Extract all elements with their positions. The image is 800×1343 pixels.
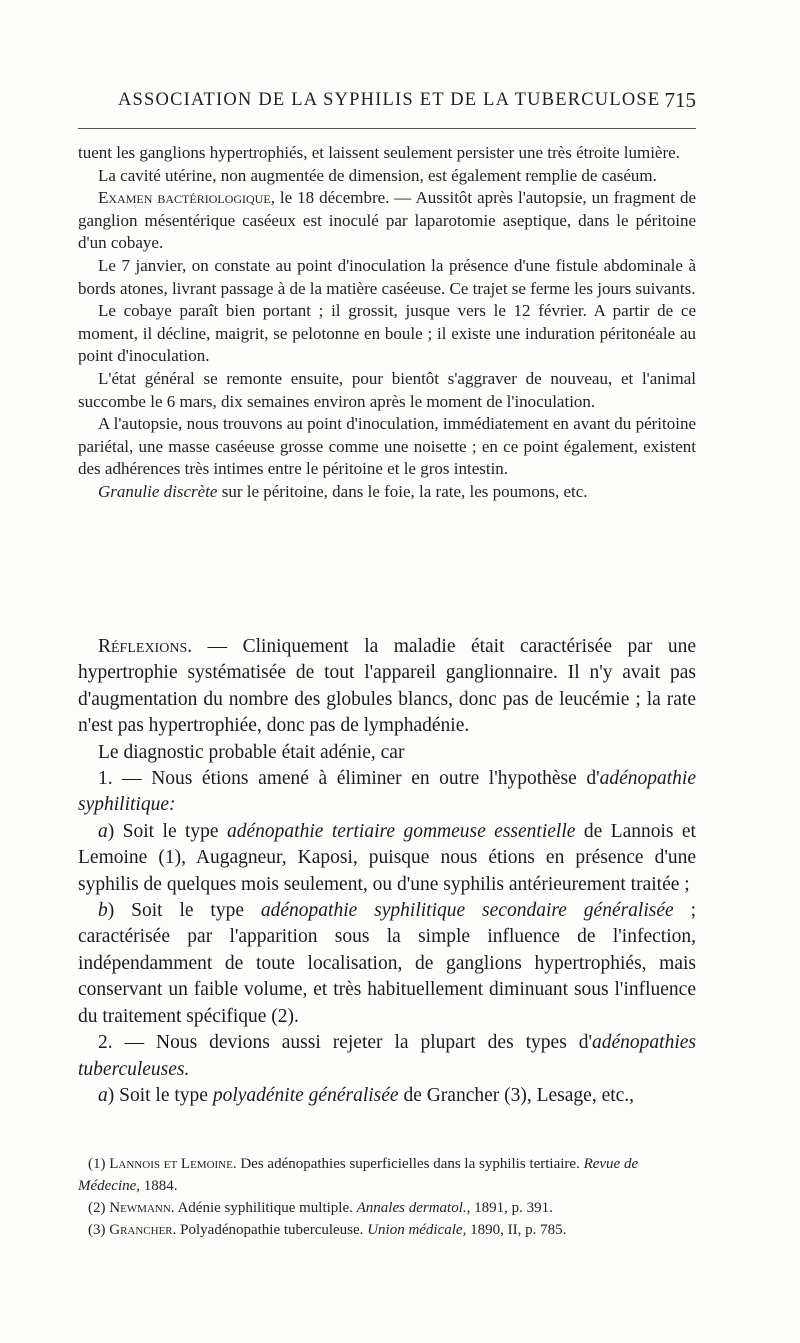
- footnote-number: (1): [88, 1156, 110, 1172]
- footnote-author: Grancher: [109, 1222, 173, 1238]
- section-label-reflexions: Réflexions: [98, 636, 188, 657]
- footnote-number: (3): [88, 1222, 110, 1238]
- paragraph-autopsy: A l'autopsie, nous trouvons au point d'inoculation, immédiatement en avant du péritoine pariétal, une masse caséeuse grosse comme une noisette ; en ce point également, existent des adhérences très intimes entre le péritoine et le gros intestin.: [78, 414, 696, 479]
- paragraph-text: de Grancher (3), Lesage, etc.,: [398, 1084, 635, 1106]
- paragraph-bacteriological-exam: [78, 187, 696, 255]
- italic-term: polyadénite généralisée: [212, 1084, 399, 1106]
- italic-term: adénopathie tertiaire gommeuse essentielle: [227, 820, 576, 842]
- footnote-3: [78, 1219, 696, 1241]
- paragraph-january: Le 7 janvier, on constate au point d'inoculation la présence d'une fistule abdominale à bords atones, livrant passage à de la matière caséeuse. Ce trajet se ferme les jours suivants.: [78, 255, 696, 298]
- paragraph-text: 2. — Nous devions aussi rejeter la plupart des types d': [98, 1032, 593, 1054]
- header-rule: [78, 128, 696, 129]
- footnote-journal: Revue de Médecine: [78, 1156, 639, 1194]
- case-report-body: [78, 142, 696, 504]
- footnote-tail: , 1884.: [136, 1178, 178, 1194]
- paragraph-text: . — Cliniquement la maladie était caractérisée par une hypertrophie systématisée de tout l'appareil ganglionnaire. Il n'y avait pas d'augmentation du nombre des globules blancs, donc pas de leucémie ; la rate n'est pas hypertrophiée, donc pas de lymphadénie.: [78, 636, 696, 737]
- section-label-examen: Examen bactériologique: [98, 188, 271, 208]
- paragraph-granulie: [78, 481, 696, 504]
- italic-term: adénopathie syphilitique:: [78, 768, 696, 816]
- list-letter: b: [98, 900, 108, 922]
- italic-term: adénopathies tuberculeuses.: [78, 1032, 696, 1080]
- paragraph-general-state: L'état général se remonte ensuite, pour bientôt s'aggraver de nouveau, et l'animal succombe le 6 mars, dix semaines environ après le moment de l'inoculation.: [78, 368, 696, 411]
- paragraph-point-2: [78, 1030, 696, 1083]
- paragraph-guinea-pig: Le cobaye paraît bien portant ; il grossit, jusque vers le 12 février. A partir de ce moment, il décline, maigrit, se pelotonne en boule ; il existe une induration péritonéale au point d'inoculation.: [78, 301, 696, 366]
- paragraph-point-1a: [78, 819, 696, 898]
- list-letter: a: [98, 1084, 108, 1106]
- footnote-text: . Polyadénopathie tuberculeuse.: [172, 1222, 368, 1238]
- footnote-tail: , 1891, p. 391.: [466, 1200, 553, 1216]
- paragraph-text: ) Soit le type: [107, 900, 261, 922]
- footnote-author: Lannois et Lemoine: [109, 1156, 233, 1172]
- reflections-body: [78, 634, 696, 1109]
- page-number: 715: [664, 88, 696, 112]
- paragraph-diagnosis: Le diagnostic probable était adénie, car: [98, 741, 405, 763]
- footnote-1: [78, 1153, 696, 1197]
- paragraph-text: de Lannois et Lemoine (1), Augagneur, Kaposi, puisque nous étions en présence d'une syphilis de quelques mois seulement, ou d'une syphilis antérieurement traitée ;: [78, 820, 696, 895]
- paragraph-text: ) Soit le type: [107, 1084, 213, 1106]
- footnote-journal: Annales dermatol.: [356, 1200, 467, 1216]
- page-header: [78, 88, 696, 118]
- paragraph-text: ) Soit le type: [107, 820, 228, 842]
- footnotes: [78, 1153, 696, 1241]
- paragraph-reflexions: [78, 634, 696, 740]
- paragraph-text: ; caractérisée par l'apparition sous la simple influence de l'infection, indépendamment de toute localisation, de ganglions hypertrophiés, mais conservant un faible volume, et très habituellement diminuant sous l'influence du traitement spécifique (2).: [78, 900, 696, 1027]
- footnote-journal: Union médicale: [367, 1222, 463, 1238]
- italic-term: adénopathie syphilitique secondaire généralisée: [260, 900, 674, 922]
- list-letter: a: [98, 820, 108, 842]
- paragraph-text: 1. — Nous étions amené à éliminer en outre l'hypothèse d': [98, 768, 600, 790]
- footnote-2: [78, 1197, 696, 1219]
- footnote-number: (2): [88, 1200, 110, 1216]
- footnote-text: . Adénie syphilitique multiple.: [170, 1200, 357, 1216]
- footnote-author: Newmann: [109, 1200, 171, 1216]
- footnote-tail: , 1890, II, p. 785.: [462, 1222, 567, 1238]
- italic-term: Granulie discrète: [98, 481, 218, 501]
- paragraph-uterine-cavity: La cavité utérine, non augmentée de dimension, est également remplie de caséum.: [98, 165, 657, 185]
- paragraph-point-1: [78, 766, 696, 819]
- running-title: ASSOCIATION DE LA SYPHILIS ET DE LA TUBERCULOSE: [118, 90, 661, 110]
- paragraph-continuation: tuent les ganglions hypertrophiés, et laissent seulement persister une très étroite lumière.: [78, 143, 680, 162]
- footnote-text: . Des adénopathies superficielles dans la syphilis tertiaire.: [232, 1156, 584, 1172]
- paragraph-text: , le 18 décembre. — Aussitôt après l'autopsie, un fragment de ganglion mésentérique caséeux est inoculé par laparotomie aseptique, dans le péritoine d'un cobaye.: [78, 188, 696, 253]
- paragraph-point-2a: [78, 1083, 696, 1109]
- paragraph-text: sur le péritoine, dans le foie, la rate, les poumons, etc.: [217, 481, 588, 501]
- paragraph-point-1b: [78, 898, 696, 1030]
